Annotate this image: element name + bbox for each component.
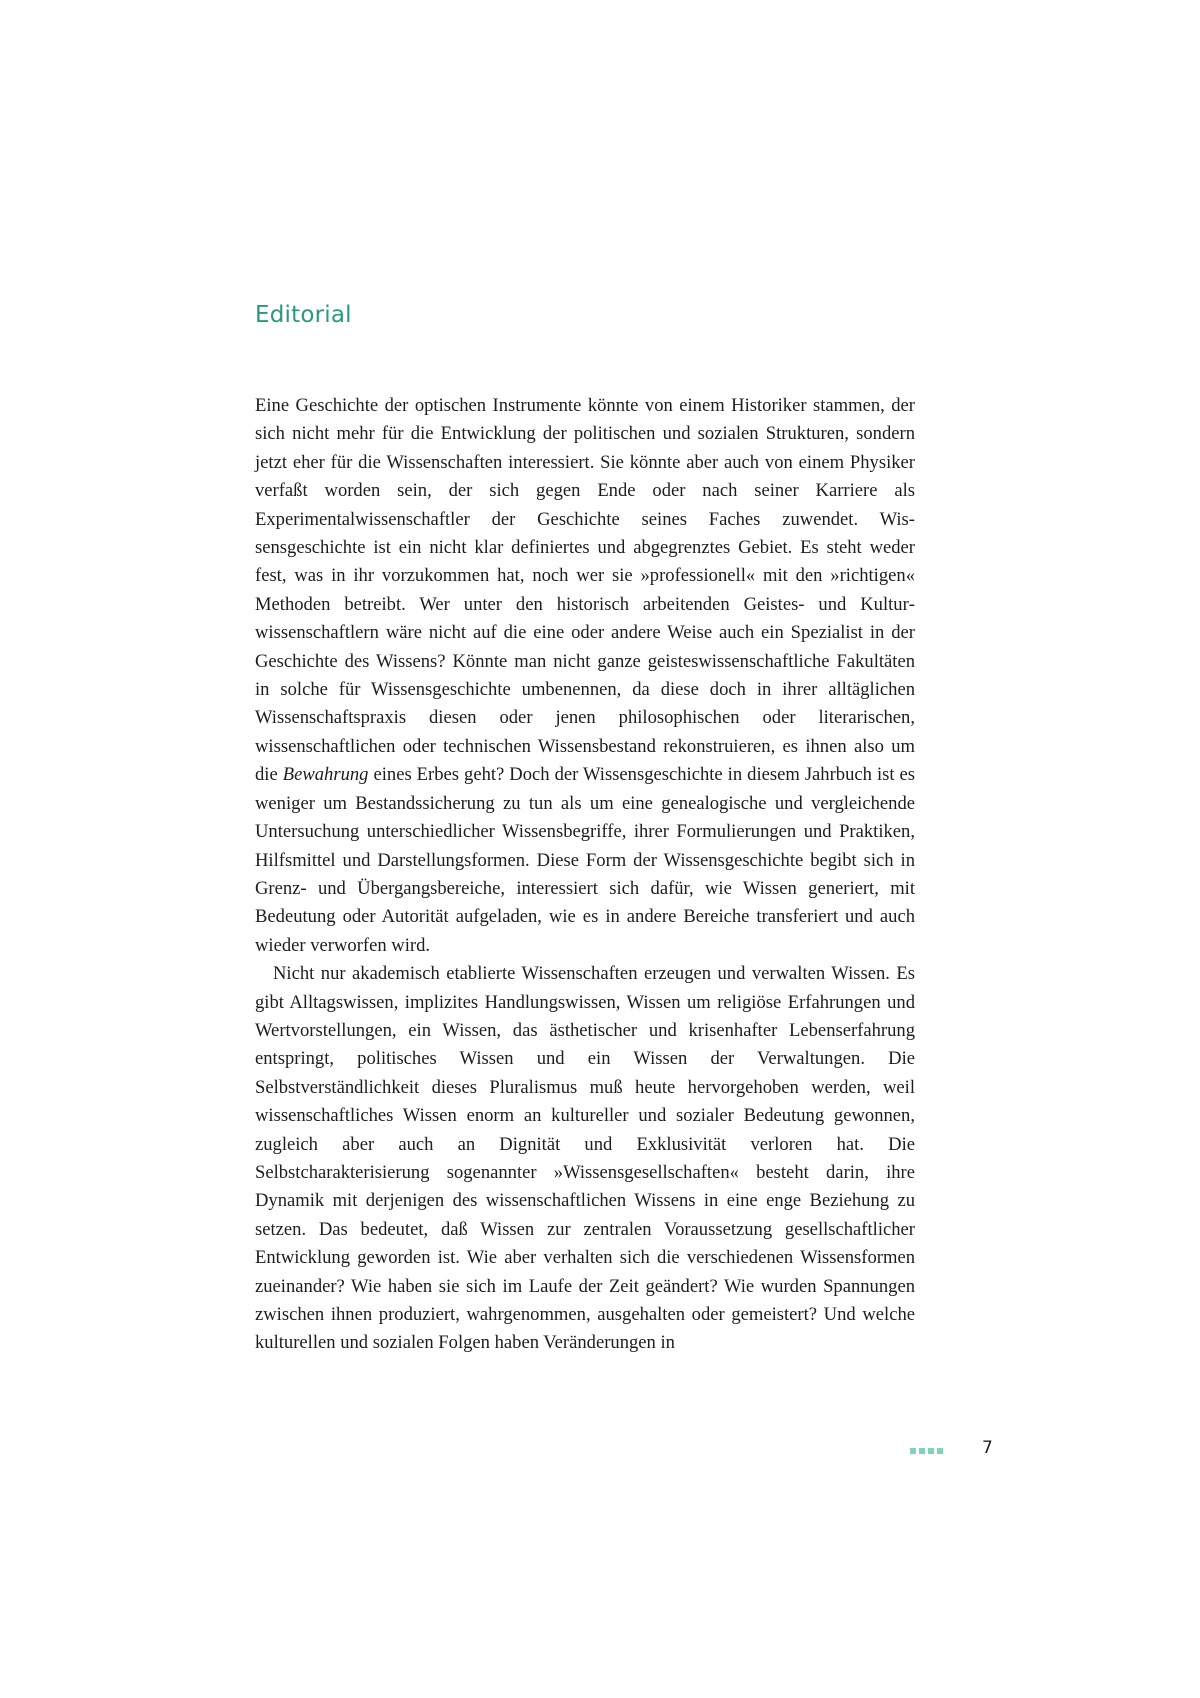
paragraph-1-text-a: Eine Geschichte der optischen Instrumente könnte von einem Historiker stammen, der sich nicht mehr für die Entwicklung der politischen und sozialen Strukturen, sondern jetzt eher für die Wissenschaften interessiert. Sie könnte aber auch von einem Physiker verfaßt worden sein, der sich gegen Ende oder nach seiner Karriere als Experimentalwissenschaftler der Geschichte seines Faches zuwendet. Wissensgeschichte ist ein nicht klar definiertes und abgegrenztes Gebiet. Es steht weder fest, was in ihr vorzukommen hat, noch wer sie »professionell« mit den »richtigen« Methoden betreibt. Wer unter den historisch arbeitenden Geistes- und Kulturwissenschaftlern wäre nicht auf die eine oder andere Weise auch ein Spezialist in der Geschichte des Wissens? Könnte man nicht ganze geisteswissenschaftliche Fakultäten in solche für Wissensgeschichte umbenennen, da diese doch in ihrer alltäglichen Wissenschaftspraxis diesen oder jenen philosophischen oder literarischen, wissenschaftlichen oder technischen Wissensbestand rekonstruieren, es ihnen also um die [255, 395, 915, 786]
paragraph-2: Nicht nur akademisch etablierte Wissenschaften erzeugen und verwalten Wissen. Es gibt Alltagswissen, implizites Handlungswissen, Wissen um religiöse Erfahrungen und Wertvorstellungen, ein Wissen, das ästhetischer und krisenhafter Lebenserfahrung entspringt, politisches Wissen und ein Wissen der Verwaltungen. Die Selbstverständlichkeit dieses Pluralismus muß heute hervorgehoben werden, weil wissenschaftliches Wissen enorm an kultureller und sozialer Bedeutung gewonnen, zugleich aber auch an Dignität und Exklusivität verloren hat. Die Selbstcharakterisierung sogenannter »Wissensgesellschaften« besteht darin, ihre Dynamik mit derjenigen des wissenschaftlichen Wissens in eine enge Beziehung zu setzen. Das bedeutet, daß Wissen zur zentralen Voraussetzung gesellschaftlicher Entwicklung geworden ist. Wie aber verhalten sich die verschiedenen Wissensformen zueinander? Wie haben sie sich im Laufe der Zeit geändert? Wie wurden Spannungen zwischen ihnen produziert, wahrgenommen, ausgehalten oder gemeistert? Und welche kulturellen und sozialen Folgen haben Veränderungen in [255, 963, 915, 1354]
page-number: 7 [982, 1438, 993, 1458]
paragraph-1-text-b: eines Erbes geht? Doch der Wissensgeschichte in diesem Jahrbuch ist es weniger um Bestandssicherung zu tun als um eine genealogische und vergleichende Untersuchung unterschiedlicher Wissensbegriffe, ihrer Formulierungen und Praktiken, Hilfsmittel und Darstellungsformen. Diese Form der Wissensgeschichte begibt sich in Grenz- und Übergangsbereiche, interessiert sich dafür, wie Wissen generiert, mit Bedeutung oder Autorität aufgeladen, wie es in andere Bereiche transferiert und auch wieder verworfen wird. [255, 764, 916, 956]
marker-square-icon [910, 1448, 916, 1454]
paragraph-1-emphasis: Bewahrung [282, 764, 369, 786]
marker-square-icon [937, 1448, 943, 1454]
paragraph-1 [255, 392, 915, 960]
page-title: Editorial [255, 302, 352, 328]
marker-square-icon [928, 1448, 934, 1454]
page-marker-icon [910, 1448, 943, 1454]
marker-square-icon [919, 1448, 925, 1454]
page-footer [910, 1437, 993, 1459]
body-text [255, 392, 915, 1358]
